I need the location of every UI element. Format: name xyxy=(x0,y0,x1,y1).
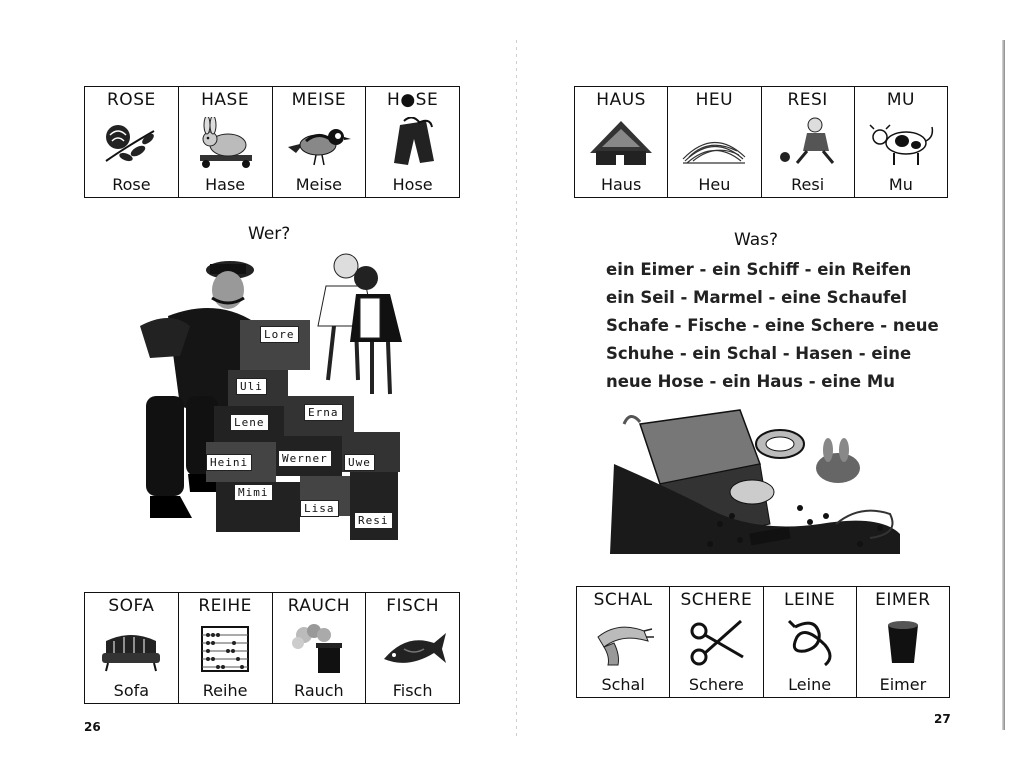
text-line: ein Seil - Marmel - eine Schaufel xyxy=(606,288,907,307)
word-cell-leine xyxy=(763,587,856,697)
right-page xyxy=(520,0,1004,768)
word-cell-rose xyxy=(85,87,178,197)
word-upper: HAUS xyxy=(596,90,646,110)
word-lower: Meise xyxy=(295,175,343,194)
word-lower: Mu xyxy=(888,175,913,194)
right-bottom-word-table xyxy=(576,586,950,698)
word-cell-eimer xyxy=(856,587,949,697)
word-upper: REIHE xyxy=(198,596,252,616)
name-card: Lene xyxy=(230,414,269,431)
bird-icon xyxy=(284,117,354,169)
name-card: Uli xyxy=(236,378,267,395)
word-cell-schere xyxy=(669,587,762,697)
name-card: Lisa xyxy=(300,500,339,517)
word-upper: FISCH xyxy=(386,596,439,616)
word-lower: Heu xyxy=(698,175,731,194)
right-top-word-table xyxy=(574,86,948,198)
word-upper: RAUCH xyxy=(287,596,351,616)
rose-icon xyxy=(96,117,166,169)
word-lower: Haus xyxy=(600,175,642,194)
name-blocks-scene xyxy=(110,246,420,546)
word-cell-reihe xyxy=(178,593,272,703)
word-cell-sofa xyxy=(85,593,178,703)
smoke-icon xyxy=(284,623,354,675)
word-lower: Rauch xyxy=(294,681,344,700)
word-cell-haus xyxy=(575,87,667,197)
text-line: Schuhe - ein Schal - Hasen - eine xyxy=(606,344,912,363)
left-bottom-word-table xyxy=(84,592,460,704)
name-card: Heini xyxy=(206,454,252,471)
name-card: Mimi xyxy=(234,484,273,501)
trousers-icon xyxy=(378,117,448,169)
right-heading: Was? xyxy=(734,230,779,250)
word-upper: H●SE xyxy=(387,90,439,110)
word-upper: SCHERE xyxy=(680,590,753,610)
word-lower: Leine xyxy=(788,675,832,694)
text-line: neue Hose - ein Haus - eine Mu xyxy=(606,372,895,391)
word-upper: SCHAL xyxy=(593,590,653,610)
word-lower: Schal xyxy=(601,675,645,694)
word-list-text xyxy=(606,256,939,396)
girl-icon xyxy=(773,117,843,169)
word-cell-hase xyxy=(178,87,272,197)
scissors-icon xyxy=(681,617,751,669)
word-lower: Reihe xyxy=(202,681,248,700)
object-pile-illustration xyxy=(600,404,920,564)
word-lower: Fisch xyxy=(392,681,433,700)
word-cell-mu xyxy=(854,87,947,197)
abacus-icon xyxy=(190,623,260,675)
word-cell-fisch xyxy=(365,593,459,703)
scene-illustration xyxy=(110,246,420,546)
hay-icon xyxy=(679,117,749,169)
text-line: ein Eimer - ein Schiff - ein Reifen xyxy=(606,260,912,279)
word-cell-hose xyxy=(365,87,459,197)
sofa-icon xyxy=(96,623,166,675)
left-top-word-table xyxy=(84,86,460,198)
page-number: 26 xyxy=(84,720,101,734)
word-cell-schal xyxy=(577,587,669,697)
name-card: Werner xyxy=(278,450,332,467)
left-heading: Wer? xyxy=(248,224,291,244)
name-card: Resi xyxy=(354,512,393,529)
word-cell-heu xyxy=(667,87,760,197)
word-lower: Rose xyxy=(112,175,151,194)
word-lower: Hase xyxy=(205,175,246,194)
word-lower: Schere xyxy=(688,675,744,694)
word-upper: LEINE xyxy=(784,590,836,610)
word-upper: HASE xyxy=(201,90,250,110)
name-card: Uwe xyxy=(344,454,375,471)
word-upper: HEU xyxy=(695,90,734,110)
page-number: 27 xyxy=(934,712,951,726)
scarf-icon xyxy=(588,617,658,669)
bucket-icon xyxy=(868,617,938,669)
name-card: Lore xyxy=(260,326,299,343)
word-lower: Resi xyxy=(791,175,825,194)
word-cell-meise xyxy=(272,87,366,197)
word-cell-resi xyxy=(761,87,854,197)
rabbit-icon xyxy=(190,117,260,169)
house-icon xyxy=(586,117,656,169)
word-upper: SOFA xyxy=(108,596,155,616)
word-lower: Eimer xyxy=(879,675,927,694)
fish-icon xyxy=(378,623,448,675)
word-lower: Hose xyxy=(392,175,433,194)
name-card: Erna xyxy=(304,404,343,421)
book-gutter xyxy=(516,40,517,740)
word-upper: MU xyxy=(886,90,915,110)
word-lower: Sofa xyxy=(113,681,150,700)
rope-icon xyxy=(775,617,845,669)
word-upper: MEISE xyxy=(291,90,347,110)
word-cell-rauch xyxy=(272,593,366,703)
word-upper: EIMER xyxy=(875,590,931,610)
text-line: Schafe - Fische - eine Schere - neue xyxy=(606,316,939,335)
word-upper: ROSE xyxy=(107,90,156,110)
cow-icon xyxy=(866,117,936,169)
word-upper: RESI xyxy=(787,90,828,110)
